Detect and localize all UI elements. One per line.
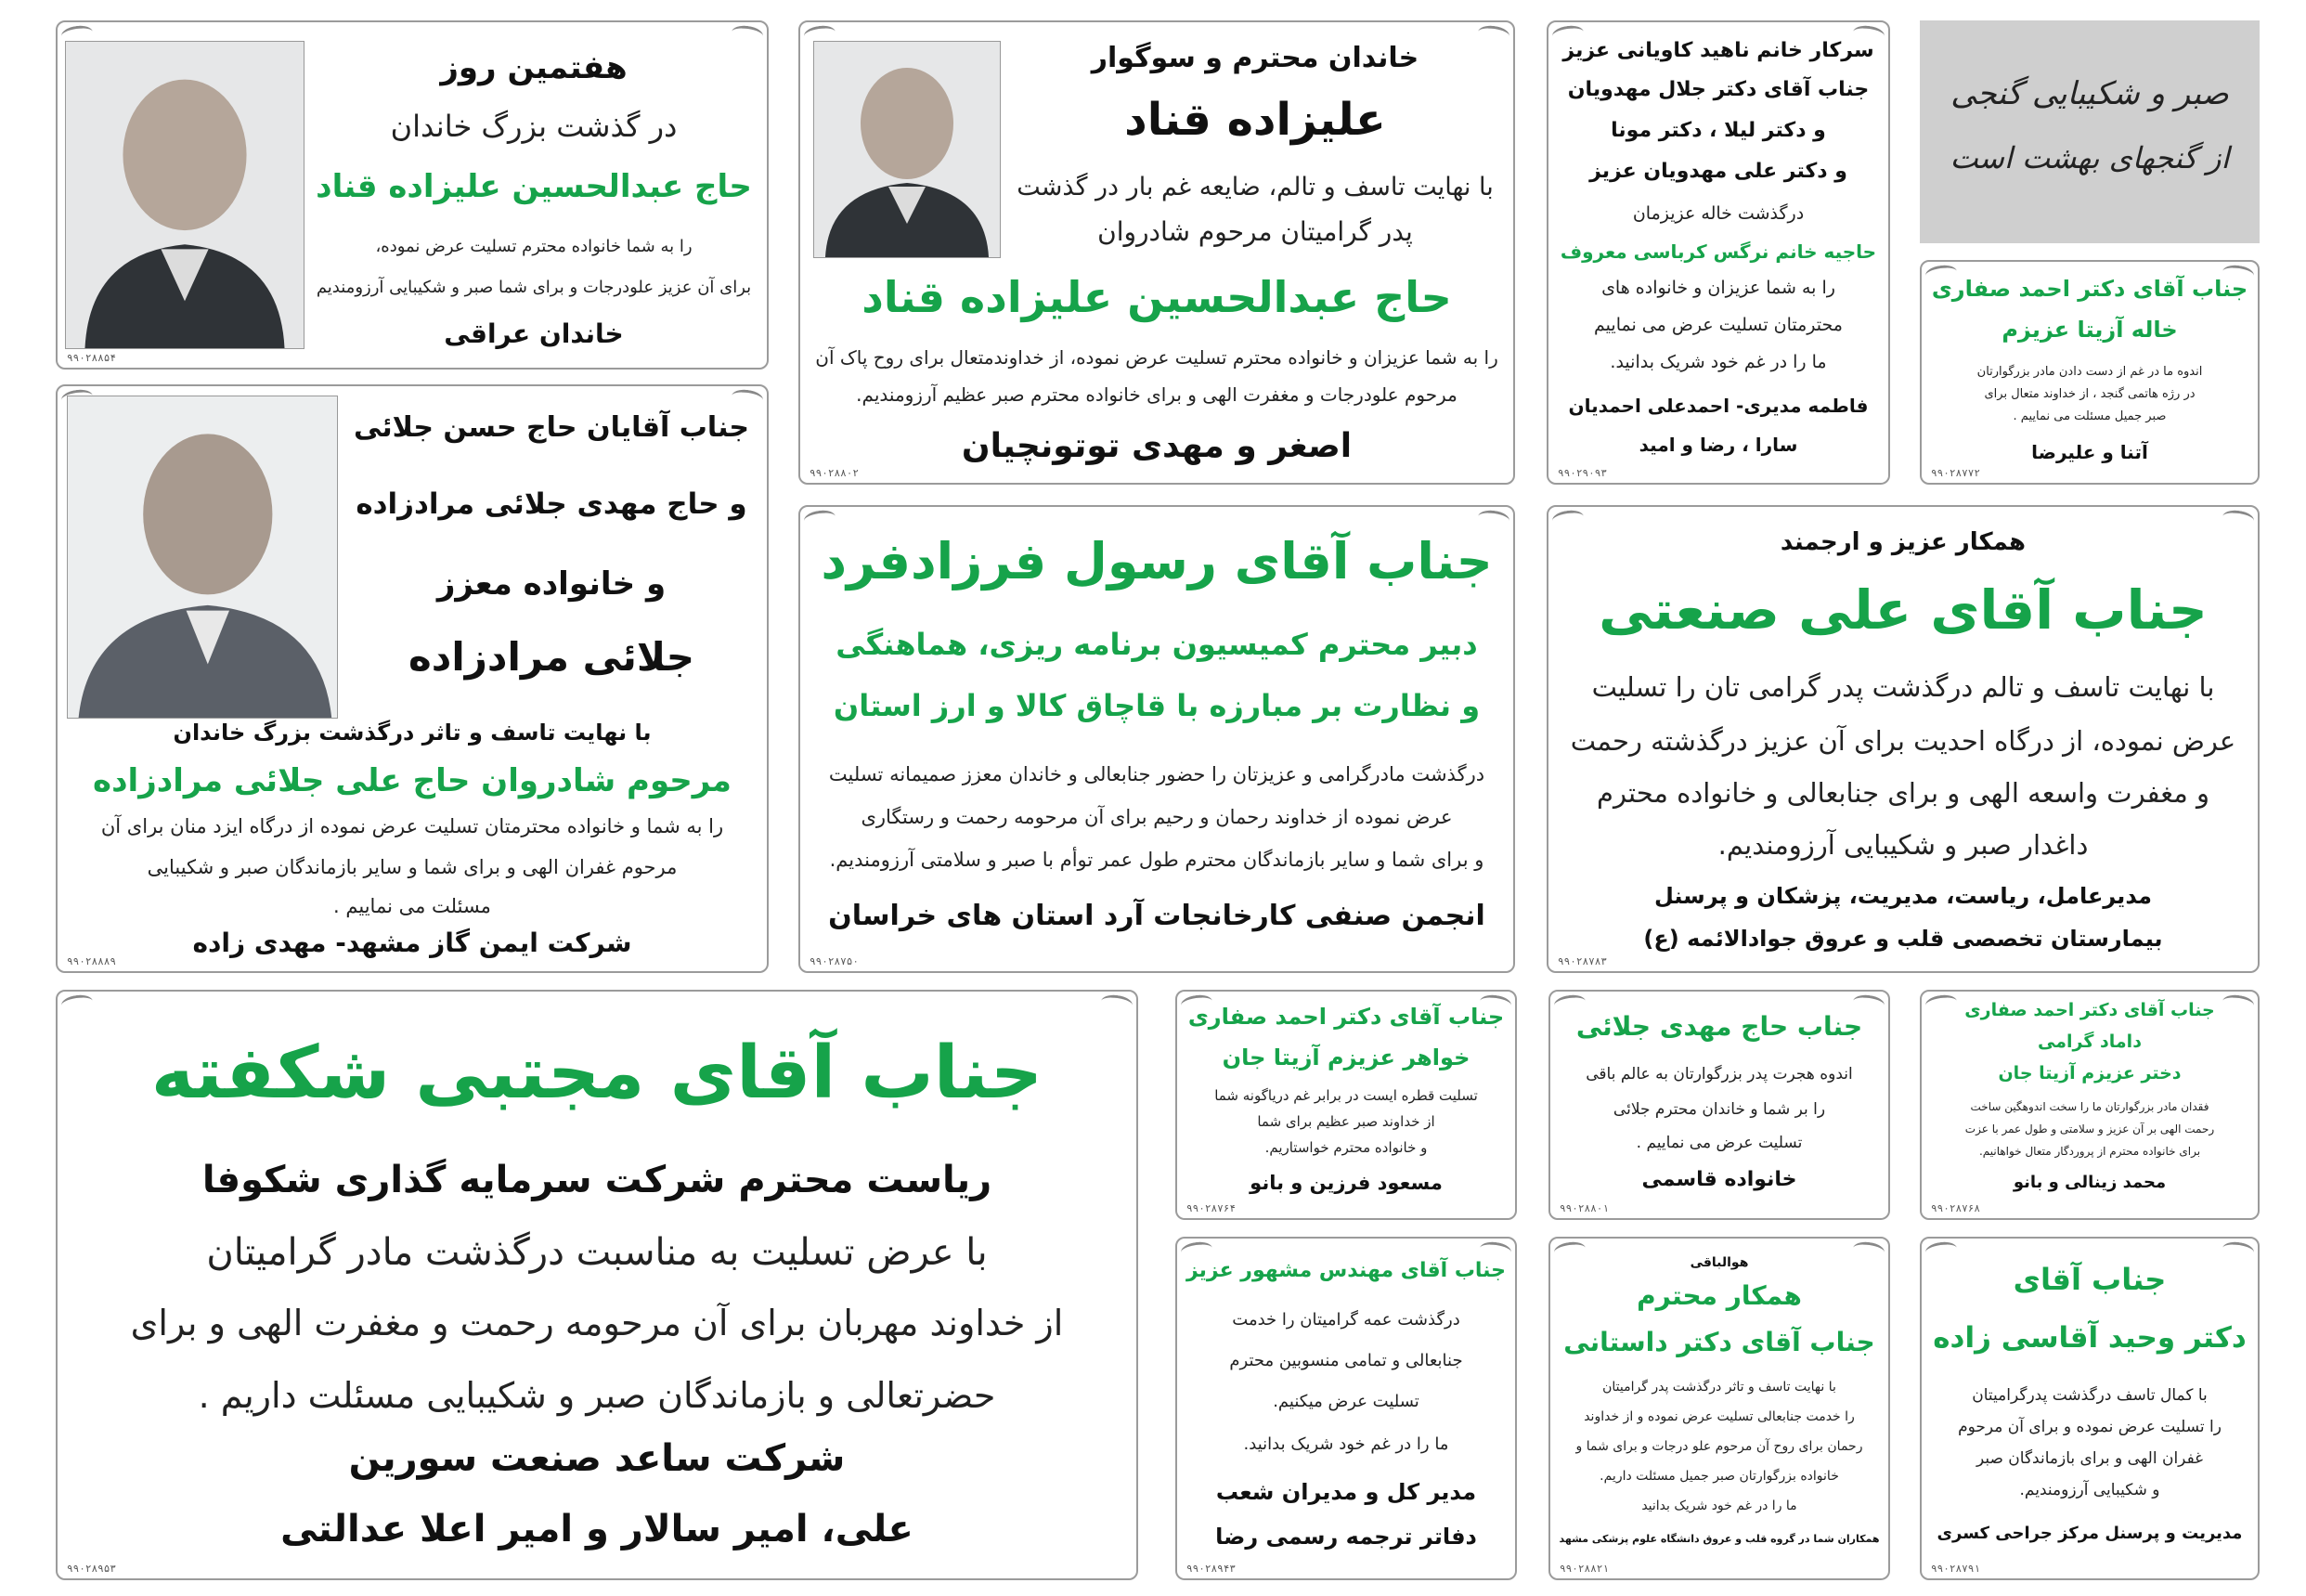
notice-body: مرحوم علودرجات و مغفرت الهی و برای خانواده محترم صبر عظیم آرزومندیم. (856, 383, 1457, 406)
notice-body: را به شما و خانواده محترمتان تسلیت عرض نموده از درگاه ایزد منان برای آن (100, 815, 724, 837)
notice-heading: همکار عزیز و ارجمند (1780, 528, 2027, 556)
notice-heading: خاندان محترم و سوگوار (1091, 42, 1419, 74)
notice-dastani (1548, 1237, 1890, 1580)
notice-alizadeh-family (798, 20, 1515, 485)
notice-signature: مدیریت و پرسنل مرکز جراحی کسری (1937, 1524, 2243, 1543)
notice-body: تسلیت قطره ایست در برابر غم دریاگونه شما (1214, 1087, 1478, 1104)
notice-heading: هوالباقی (1690, 1255, 1749, 1270)
notice-body: اندوه هجرت پدر بزرگوارتان به عالم باقی (1586, 1065, 1853, 1083)
notice-sanati (1547, 505, 2260, 973)
notice-body: با عرض تسلیت به مناسبت درگذشت مادر گرامیتان (206, 1231, 988, 1274)
notice-line: درگذشت خاله عزیزمان (1632, 203, 1805, 224)
notice-body: جنابعالی و تمامی منسوبین محترم (1229, 1351, 1463, 1370)
ad-code: ۹۹۰۲۸۷۶۸ (1931, 1202, 1980, 1214)
notice-heading: دختر عزیزم آزیتا جان (1998, 1063, 2182, 1083)
ad-code: ۹۹۰۲۸۷۹۱ (1931, 1563, 1980, 1575)
family-name: علیزاده قناد (1124, 94, 1386, 146)
notice-body: و شکیبایی آرزومندیم. (2019, 1481, 2160, 1499)
notice-heading: خاله آزیتا عزیزم (2002, 317, 2178, 343)
ad-code: ۹۹۰۲۸۷۷۲ (1931, 467, 1980, 479)
deceased-name: حاجیه خانم نرگس کرباسی معروف (1560, 240, 1877, 263)
notice-aghasizadeh (1920, 1237, 2260, 1580)
notice-heading: و دکتر لیلا ، دکتر مونا (1611, 119, 1826, 142)
ad-code: ۹۹۰۲۸۹۴۳ (1186, 1563, 1236, 1575)
recipient-name: جناب آقای علی صنعتی (1599, 578, 2208, 642)
deceased-name: مرحوم شادروان حاج علی جلائی مرادزاده (93, 762, 732, 799)
notice-body: را تسلیت عرض نموده و برای آن مرحوم (1958, 1418, 2222, 1436)
notice-heading: جناب آقای دکتر داستانی (1563, 1327, 1875, 1357)
calligraphy-text: صبر و شکیبایی گنجی (1950, 75, 2229, 112)
recipient-name: جناب آقای رسول فرزادفرد (821, 532, 1493, 590)
notice-signature: مدیر کل و مدیران شعب (1215, 1479, 1477, 1505)
notice-heading: و خانواده معزز (436, 565, 667, 603)
notice-body: تسلیت عرض میکنیم. (1273, 1392, 1419, 1411)
notice-signature: شرکت ساعد صنعت سورین (348, 1437, 846, 1480)
notice-mahdi-jalaei (1548, 990, 1890, 1220)
notice-body: برای آن عزیز علودرجات و برای شما صبر و شکیبایی آرزومندیم (316, 278, 752, 297)
ad-code: ۹۹۰۲۸۸۰۱ (1560, 1202, 1609, 1214)
notice-signature: انجمن صنفی کارخانجات آرد استان های خراسان (828, 900, 1485, 932)
recipient-title: ریاست محترم شرکت سرمایه گذاری شکوفا (201, 1159, 992, 1201)
notice-farzadfard (798, 505, 1515, 973)
notice-body: را بر شما و خاندان محترم جلائی (1613, 1100, 1826, 1119)
ad-code: ۹۹۰۲۹۰۹۳ (1558, 467, 1607, 479)
family-name: جلائی مرادزاده (408, 634, 695, 680)
notice-saffari-zeinali (1920, 990, 2260, 1220)
notice-heading: و حاج مهدی جلائی مرادزاده (356, 487, 747, 521)
notice-signature: فاطمه مدیری- احمدعلی احمدیان (1568, 395, 1869, 417)
ad-code: ۹۹۰۲۸۸۲۱ (1560, 1563, 1609, 1575)
notice-heading: جناب آقای دکتر احمد صفاری (1187, 1004, 1505, 1030)
notice-body: درگذشت مادرگرامی و عزیزتان را حضور جنابعالی و خاندان معزز صمیمانه تسلیت (828, 763, 1485, 785)
notice-body: ما را در غم خود شریک بدانید (1641, 1499, 1797, 1513)
notice-signature: مدیرعامل، ریاست، مدیریت، پزشکان و پرسنل (1653, 883, 2153, 909)
notice-body: خانواده بزرگوارتان صبر جمیل مسئلت داریم. (1600, 1469, 1839, 1484)
notice-signature: مسعود فرزین و بانو (1250, 1172, 1443, 1194)
notice-body: داغدار صبر و شکیبایی آرزومندیم. (1717, 829, 2089, 861)
notice-body: ما را در غم خود شریک بدانید. (1610, 352, 1827, 372)
notice-signature: آتنا و علیرضا (2031, 441, 2148, 463)
deceased-name: حاج عبدالحسین علیزاده قناد (316, 168, 752, 205)
notice-body: از خداوند صبر عظیم برای شما (1257, 1113, 1435, 1130)
notice-heading: جناب آقای دکتر احمد صفاری (1931, 276, 2248, 302)
notice-heading: جناب آقای دکتر جلال مهدویان (1567, 78, 1870, 101)
notice-heading: جناب آقایان حاج حسن جلائی (353, 411, 750, 444)
ad-code: ۹۹۰۲۸۷۸۳ (1558, 955, 1607, 967)
ad-code: ۹۹۰۲۸۷۶۴ (1186, 1202, 1236, 1214)
notice-signature: شرکت ایمن گاز مشهد- مهدی زاده (192, 928, 632, 958)
recipient-name: جناب آقای مجتبی شکفته (150, 1032, 1043, 1115)
notice-signature: محمد زینالی و بانو (2013, 1173, 2167, 1192)
calligraphy-panel (1920, 20, 2260, 243)
notice-line: با نهایت تاسف و تالم، ضایعه غم بار در گذشت (1017, 173, 1494, 201)
notice-body: را به شما خانواده محترم تسلیت عرض نموده، (375, 237, 693, 256)
notice-signature: خاندان عراقی (444, 318, 624, 349)
notice-body: رحمان برای روح آن مرحوم علو درجات و برای شما و (1575, 1439, 1863, 1454)
notice-heading: داماد گرامی (2038, 1032, 2142, 1052)
notice-heading: همکار محترم (1637, 1280, 1802, 1311)
notice-body: و برای شما و سایر بازماندگان محترم طول عمر توأم با صبر و سلامتی آرزومندیم. (829, 849, 1484, 871)
notice-signature: دفاتر ترجمه رسمی رضا (1215, 1524, 1477, 1550)
ad-code: ۹۹۰۲۸۹۵۳ (67, 1563, 116, 1575)
notice-body: درگذشت عمه گرامیتان را خدمت (1232, 1310, 1460, 1330)
notice-body: را به شما عزیزان و خانواده های (1601, 278, 1835, 298)
notice-body: حضرتعالی و بازماندگان صبر و شکیبایی مسئلت داریم . (198, 1375, 996, 1416)
notice-body: مسئلت می نماییم . (333, 895, 491, 917)
notice-heading: جناب آقای مهندس مشهور عزیز (1185, 1259, 1507, 1282)
notice-heading: دکتر وحید آقاسی زاده (1933, 1321, 2247, 1355)
notice-heading: خواهر عزیزم آزیتا جان (1222, 1045, 1470, 1070)
notice-body: را به شما عزیزان و خانواده محترم تسلیت عرض نموده، از خداوندمتعال برای روح پاک آن (815, 346, 1498, 369)
notice-signature: علی، امیر سالار و امیر اعلا عدالتی (280, 1508, 913, 1551)
deceased-name: حاج عبدالحسین علیزاده قناد (862, 272, 1452, 322)
notice-body: برای خانواده محترم از پروردگار متعال خواهانیم. (1978, 1145, 2201, 1158)
ad-code: ۹۹۰۲۸۷۵۰ (810, 955, 859, 967)
notice-signature: همکاران شما در گروه قلب و عروق دانشگاه علوم پزشکی مشهد (1559, 1533, 1880, 1545)
ad-code: ۹۹۰۲۸۸۰۲ (810, 467, 859, 479)
notice-heading: جناب آقای (2013, 1262, 2167, 1297)
notice-line: در گذشت بزرگ خاندان (390, 109, 678, 144)
notice-body: صبر جمیل مسئلت می نماییم . (2013, 409, 2167, 423)
notice-body: رحمت الهی بر آن عزیز و سلامتی و طول عمر با عزت (1964, 1122, 2215, 1135)
notice-body: غفران الهی و برای بازماندگان صبر (1976, 1449, 2204, 1468)
notice-body: از خداوند مهربان برای آن مرحومه رحمت و مغفرت الهی و برای (130, 1303, 1064, 1343)
notice-body: در رژه هاتمی گنجد ، از خداوند متعال برای (1984, 387, 2196, 401)
notice-body: محترمتان تسلیت عرض می نماییم (1594, 315, 1843, 335)
notice-haft-rooz (56, 20, 769, 370)
ad-code: ۹۹۰۲۸۸۸۹ (67, 955, 116, 967)
notice-body: عرض نموده از خداوند رحمان و رحیم برای آن مرحومه رحمت و رستگاری (861, 806, 1453, 828)
notice-line: پدر گرامیتان مرحوم شادروان (1097, 216, 1413, 247)
recipient-title: و نظارت بر مبارزه با قاچاق کالا و ارز استان (833, 688, 1481, 723)
notice-body: را خدمت جنابعالی تسلیت عرض نموده و از خداوند (1584, 1409, 1855, 1424)
notice-body: اندوه ما در غم از دست دادن مادر بزرگوارتان (1976, 365, 2203, 379)
notice-heading: جناب آقای دکتر احمد صفاری (1964, 1000, 2215, 1020)
recipient-title: دبیر محترم کمیسیون برنامه ریزی، هماهنگی (836, 627, 1478, 662)
notice-body: و خانواده محترم خواستاریم. (1264, 1139, 1428, 1156)
notice-line: با نهایت تاسف و تاثر درگذشت بزرگ خاندان (173, 720, 652, 746)
notice-body: عرض نموده، از درگاه احدیت برای آن عزیز درگذشته رحمت (1570, 725, 2236, 757)
notice-body: و مغفرت واسعه الهی و برای جنابعالی و خانواده محترم (1597, 777, 2209, 809)
notice-heading: و دکتر علی مهدویان عزیز (1589, 160, 1847, 183)
notice-body: ما را در غم خود شریک بدانید. (1243, 1434, 1449, 1454)
notice-body: مرحوم غفران الهی و برای شما و سایر بازماندگان صبر و شکیبایی (147, 856, 678, 878)
notice-body: با نهایت تاسف و تالم درگذشت پدر گرامی تان را تسلیت (1591, 671, 2215, 703)
calligraphy-text: از گنجهای بهشت است (1950, 140, 2230, 175)
notice-body: با کمال تاسف درگذشت پدرگرامیتان (1972, 1386, 2208, 1405)
notice-heading: سرکار خانم ناهید کاویانی عزیز (1562, 39, 1874, 62)
notice-jalaei (56, 384, 769, 973)
notice-heading: هفتمین روز (440, 49, 628, 86)
notice-mashhour (1175, 1237, 1517, 1580)
notice-saffari-atena (1920, 260, 2260, 485)
portrait-photo (65, 41, 304, 349)
notice-body: فقدان مادر بزرگوارتان ما را سخت اندوهگین ساخت (1970, 1100, 2209, 1113)
notice-body: تسلیت عرض می نماییم . (1636, 1134, 1803, 1152)
notice-signature: اصغر و مهدی توتونچیان (961, 427, 1353, 465)
notice-body: با نهایت تاسف و تاثر درگذشت پدر گرامیتان (1602, 1380, 1836, 1395)
notice-signature: بیمارستان تخصصی قلب و عروق جوادالائمه (ع) (1643, 926, 2163, 952)
notice-heading: جناب حاج مهدی جلائی (1575, 1011, 1863, 1042)
notice-signature: سارا ، رضا و امید (1639, 434, 1798, 456)
notice-signature: خانواده قاسمی (1641, 1168, 1797, 1191)
notice-mahdavian (1547, 20, 1890, 485)
ad-code: ۹۹۰۲۸۸۵۴ (67, 352, 116, 364)
notice-shekofteh (56, 990, 1138, 1580)
notice-saffari-farzin (1175, 990, 1517, 1220)
